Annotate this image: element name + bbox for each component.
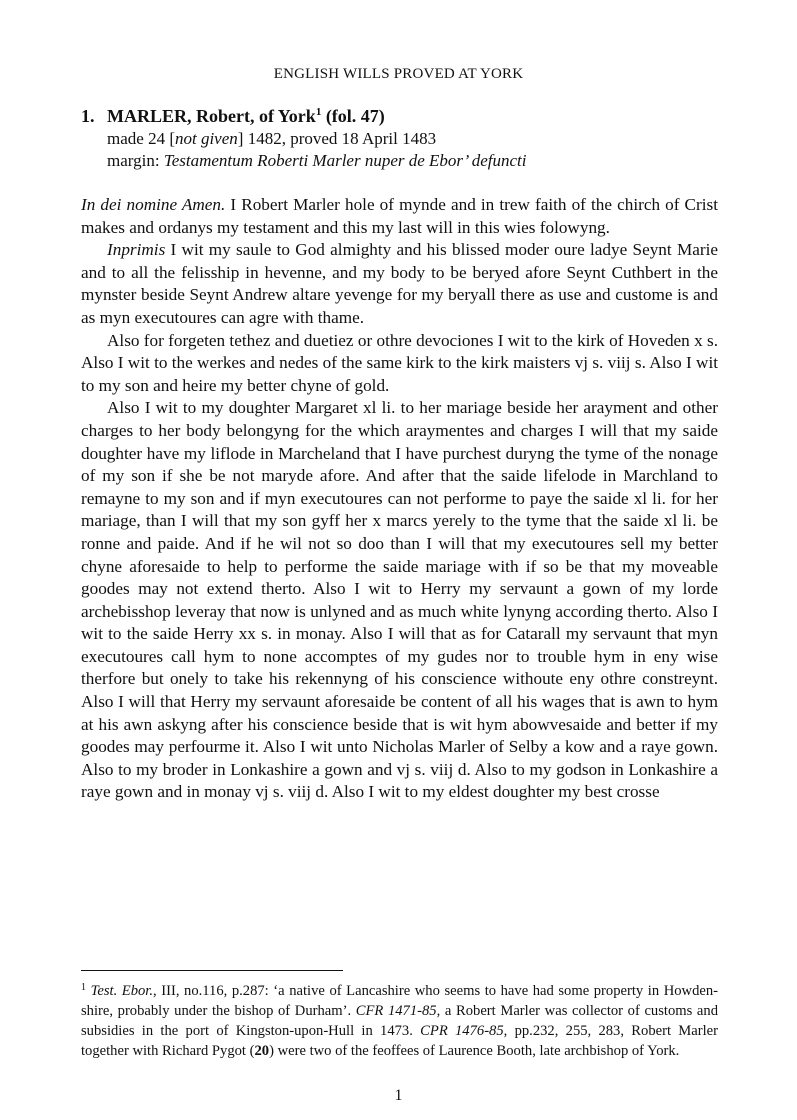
cross-reference[interactable]: 20	[254, 1043, 270, 1059]
paragraph-3: Also for forgeten tethez and duetiez or othre devociones I wit to the kirk of Hoveden x s. Also I wit to the werkes and nedes of the same kirk to the kirk maisters vj s. viij s. Also I wit to my son and heire my better chyne of gold.	[81, 330, 718, 395]
paragraph-2: Inprimis I wit my saule to God almighty and his blissed moder oure ladye Seynt Marie and to all the felisship in hevenne, and my body to be beryed afore Seynt Cuthbert in the mynster beside Seynt Andrew altare yevenge for my beryall there as use and custome is and as myn executoures can agre with thame.	[81, 240, 718, 327]
footnote-1: $^1$ Test. Ebor., III, no.116, p.287: ‘a native of Lancashire who seems to have had some property in Howden-shire, probably under the bishop of Durham’. CFR 1471-85, a Robert Marler was collector of customs and subsidies in the port of Kingston-upon-Hull in 1473. CPR 1476-85, pp.232, 255, 283, Robert Marler together with Richard Pygot (20) were two of the feoffees of Laurence Booth, late archbishop of York.	[81, 982, 718, 1059]
folio-ref: (fol. 47)	[325, 106, 385, 126]
page-number: 1	[394, 1087, 403, 1104]
footnote-ref[interactable]: 1	[315, 106, 322, 118]
footnote-marker: 1	[81, 982, 86, 993]
footnote-divider	[81, 970, 343, 971]
entry-margin-note: margin: Testamentum Roberti Marler nuper de Ebor’ defuncti	[107, 151, 527, 170]
running-head: ENGLISH WILLS PROVED AT YORK	[273, 66, 524, 82]
testator-name: MARLER, Robert, of York	[107, 106, 316, 126]
will-entry-header	[81, 104, 721, 172]
paragraph-1: In dei nomine Amen. I Robert Marler hole of mynde and in trew faith of the chirch of Crist makes and ordanys my testament and this my last will in this wies folowyng.	[81, 195, 718, 237]
entry-dates: made 24 [not given] 1482, proved 18 April 1483	[107, 129, 437, 148]
will-text	[81, 194, 718, 804]
entry-number: 1.	[81, 106, 95, 126]
entry-title	[81, 104, 721, 128]
paragraph-4: Also I wit to my doughter Margaret xl li. to her mariage beside her arayment and other charges to her body belongyng for the which araymentes and charges I will that my saide doughter have my liflode in Marcheland that I have purchest duryng the tyme of the nonage of my son if she be not maryde afore. And after that the saide lifelode in Marchland to remayne to my son and if myn executoures can not performe to paye the saide xl li. for her mariage, than I will that my son gyff her x marcs yerely to the tyme that the saide xl li. be ronne and paide. And if he wil not so doo than I will that my executoures sell my better chyne aforesaide to help to performe the saide mariage with if so be that my moveable goodes may not extend therto. Also I wit to Herry my servaunt a gown of my lorde archebisshop leveray that now is unlyned and as much white lynyng according therto. Also I wit to the saide Herry xx s. in monay. Also I will that as for Catarall my servaunt that myn executoures call hym to none accomptes of my gudes nor to trouble hym in eny wise therfore but onely to take his rekennyng of his conscience withoute eny othre constreynt. Also I will that Herry my servaunt aforesaide be content of all his wages that is awn to hym at his awn askyng after his conscience beside that is wit hym abowvesaide and better if my goodes may perfourme it. Also I wit unto Nicholas Marler of Selby a kow and a raye gown. Also to my broder in Lonkashire a gown and vj s. viij d. Also to my godson in Lonkashire a raye gown and in monay vj s. viij d. Also I wit to my eldest doughter my best crosse	[81, 398, 718, 802]
